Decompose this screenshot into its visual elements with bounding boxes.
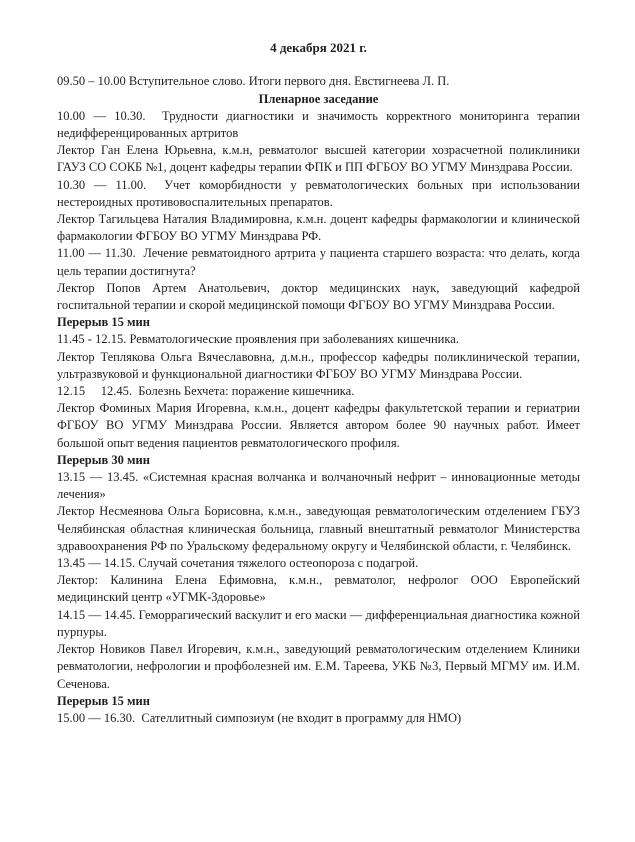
plenary-session-heading: Пленарное заседание [258, 91, 379, 106]
lecturer-kalinina: Лектор: Калинина Елена Ефимовна, к.м.н., ревматолог, нефролог ООО Европейский медицинский центр «УГМК-Здоровье» [57, 573, 580, 605]
lecturer-popov: Лектор Попов Артем Анатольевич, доктор медицинских наук, заведующий кафедрой госпитальной терапии и скорой медицинской помощи ФГБОУ ВО УГМУ Минздрава России. [57, 280, 580, 313]
talk-1030-title: 10.30 — 11.00. Учет коморбидности у ревматологических больных при использовании нестероидных противовоспалительных препаратов. [57, 177, 580, 209]
talk-1145-title: 11.45 - 12.15. Ревматологические проявления при заболеваниях кишечника. [57, 332, 459, 347]
talk-1315-title: 13.15 — 13.45. «Системная красная волчанка и волчаночный нефрит – инновационные методы лечения» [57, 470, 580, 502]
break-15min-2: Перерыв 15 мин [57, 693, 150, 708]
blank-line [57, 56, 580, 73]
lecturer-gan: Лектор Ган Елена Юрьевна, к.м.н, ревматолог высшей категории хозрасчетной поликлиники ГАУЗ СО СОКБ №1, доцент кафедры терапии ФПК и ПП ФГБОУ ВО УГМУ Минздрава России. [57, 143, 580, 175]
lecturer-teplyakova: Лектор Теплякова Ольга Вячеславовна, д.м.н., профессор кафедры поликлинической терапии, ультразвуковой и функциональной диагностики ФГБОУ ВО УГМУ Минздрава России. [57, 349, 580, 381]
talk-1215-title: 12.15 12.45. Болезнь Бехчета: поражение кишечника. [57, 384, 355, 399]
break-15min-1: Перерыв 15 мин [57, 315, 150, 330]
opening-remarks: 09.50 – 10.00 Вступительное слово. Итоги первого дня. Евстигнеева Л. П. [57, 74, 450, 89]
lecturer-nesmeyanova: Лектор Несмеянова Ольга Борисовна, к.м.н., заведующая ревматологическим отделением ГБУЗ Челябинская областная клиническая больница, главный внештатный ревматолог Министерства здравоохранения РФ по Уральскому федеральному округу и Челябинской области, г. Челябинск. [57, 504, 580, 553]
satellite-symposium: 15.00 — 16.30. Сателлитный симпозиум (не входит в программу для НМО) [57, 710, 462, 725]
talk-1345-title: 13.45 — 14.15. Случай сочетания тяжелого остеопороза с подагрой. [57, 556, 419, 571]
talk-1100-title: 11.00 — 11.30. Лечение ревматоидного артрита у пациента старшего возраста: что делать, когда цель терапии достигнута? [57, 246, 580, 278]
lecturer-fominykh: Лектор Фоминых Мария Игоревна, к.м.н., доцент кафедры факультетской терапии и гериатрии ФГБОУ ВО УГМУ Минздрава России. Является автором более 90 научных работ. Имеет большой опыт ведения пациентов ревматологического профиля. [57, 401, 580, 450]
date-heading: 4 декабря 2021 г. [270, 40, 367, 55]
talk-1000-title: 10.00 — 10.30. Трудности диагностики и значимость корректного мониторинга терапии недифференцированных артритов [57, 108, 580, 140]
talk-1415-title: 14.15 — 14.45. Геморрагический васкулит и его маски — дифференциальная диагностика кожной пурпуры. [57, 607, 580, 639]
lecturer-tagiltseva: Лектор Тагильцева Наталия Владимировна, к.м.н. доцент кафедры фармакологии и клинической фармакологии ФГБОУ ВО УГМУ Минздрава РФ. [57, 212, 580, 244]
lecturer-novikov: Лектор Новиков Павел Игоревич, к.м.н., заведующий ревматологическим отделением Клиники ревматологии, нефрологии и профболезней им. Е.М. Тареева, УКБ №3, Первый МГМУ им. И.М. Сеченова. [57, 642, 580, 691]
break-30min: Перерыв 30 мин [57, 452, 150, 467]
